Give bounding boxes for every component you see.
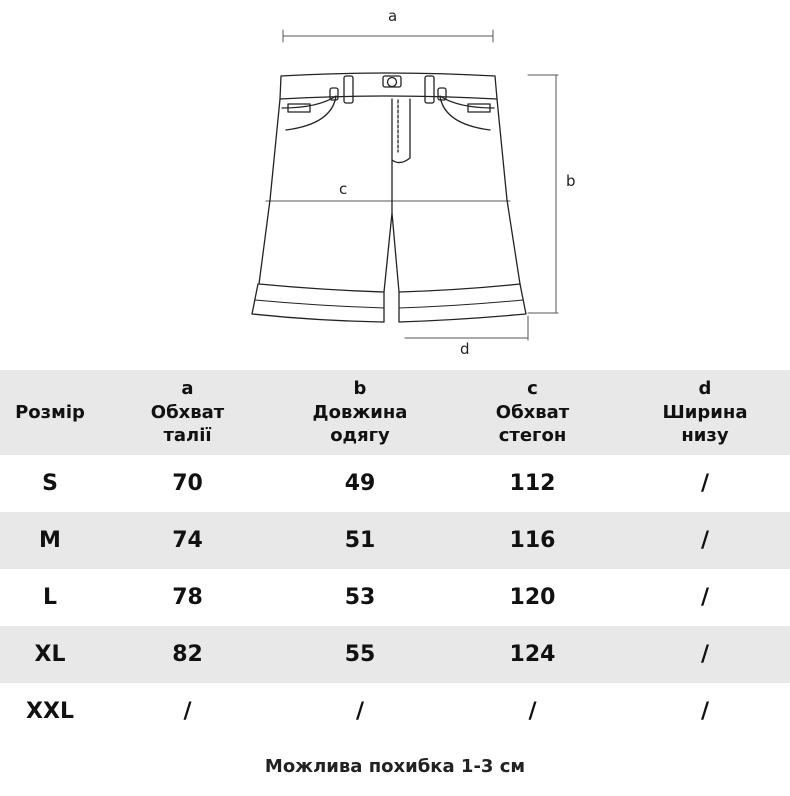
value-cell-c: 124 xyxy=(509,642,556,667)
header-col-b xyxy=(275,377,445,447)
value-cell-d: / xyxy=(700,471,710,496)
header-col-d xyxy=(620,377,790,447)
value-cell-a: / xyxy=(183,699,192,724)
table-row xyxy=(0,569,790,626)
table-row xyxy=(0,683,790,740)
header-col-c xyxy=(445,377,620,447)
header-line1: Довжина xyxy=(312,401,408,423)
size-cell: S xyxy=(42,471,58,496)
value-cell-a: 70 xyxy=(172,471,203,496)
header-line1: Обхват xyxy=(150,401,225,423)
header-letter: b xyxy=(353,378,367,400)
value-cell-d: / xyxy=(700,528,710,553)
header-line1: Ширина xyxy=(662,401,748,423)
dimension-a-label: a xyxy=(388,7,398,25)
value-cell-c: 116 xyxy=(509,528,556,553)
value-cell-b: 55 xyxy=(344,642,376,667)
value-cell-a: 74 xyxy=(172,528,203,553)
shorts-diagram xyxy=(0,0,790,370)
value-cell-c: 120 xyxy=(509,585,556,610)
header-letter: d xyxy=(698,378,712,400)
value-cell-b: 53 xyxy=(344,585,376,610)
value-cell-d: / xyxy=(700,699,710,724)
header-line2: низу xyxy=(681,425,729,447)
dimension-b-label: b xyxy=(566,172,576,190)
table-header xyxy=(0,370,790,455)
shorts-illustration xyxy=(0,0,790,370)
header-line2: одягу xyxy=(330,425,390,447)
header-col-a xyxy=(100,377,275,447)
size-cell: XXL xyxy=(26,699,74,724)
dimension-c-label: c xyxy=(339,180,348,198)
value-cell-a: 78 xyxy=(172,585,203,610)
value-cell-c: 112 xyxy=(509,471,556,496)
header-line1: Обхват xyxy=(495,401,570,423)
dimension-d-label: d xyxy=(460,340,470,358)
value-cell-a: 82 xyxy=(172,642,203,667)
table-row xyxy=(0,626,790,683)
table-row xyxy=(0,455,790,512)
tolerance-note: Можлива похибка 1-3 см xyxy=(264,756,526,777)
table-row xyxy=(0,512,790,569)
header-letter: a xyxy=(181,378,194,400)
size-cell: M xyxy=(39,528,61,553)
value-cell-b: 49 xyxy=(344,471,376,496)
size-cell: L xyxy=(42,585,58,610)
header-line2: талії xyxy=(163,425,212,447)
value-cell-c: / xyxy=(528,699,537,724)
size-cell: XL xyxy=(34,642,66,667)
size-table xyxy=(0,370,790,740)
header-size: Розмір xyxy=(15,401,85,423)
header-letter: c xyxy=(527,378,538,400)
value-cell-d: / xyxy=(700,585,710,610)
value-cell-b: / xyxy=(355,699,365,724)
value-cell-d: / xyxy=(700,642,710,667)
value-cell-b: 51 xyxy=(344,528,376,553)
header-line2: стегон xyxy=(498,425,567,447)
